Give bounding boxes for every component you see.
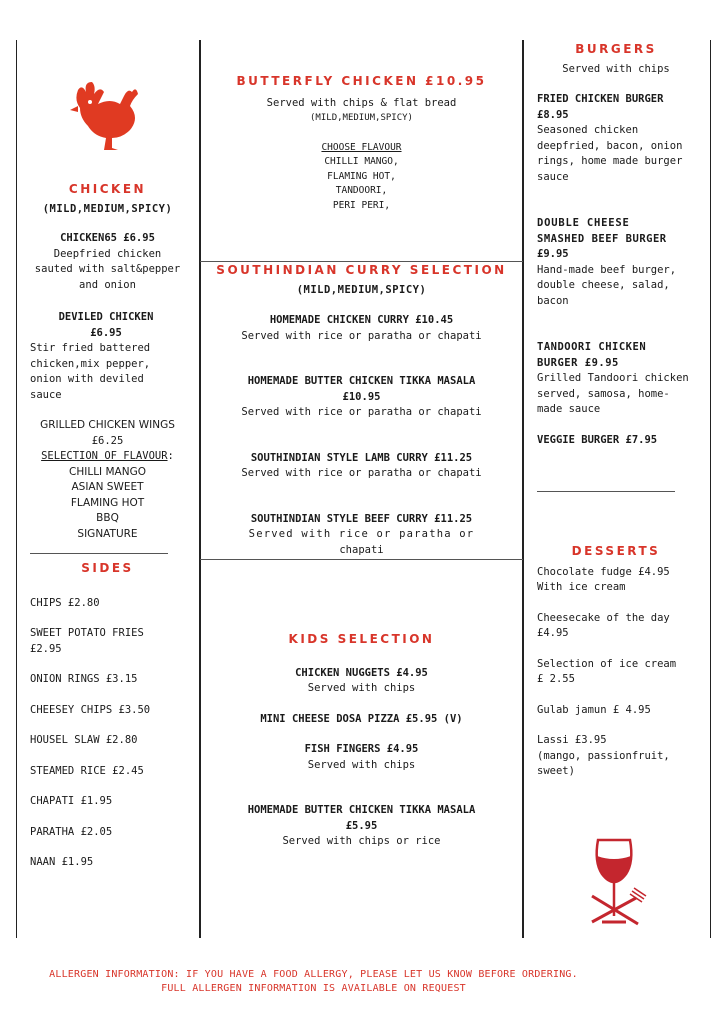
item-name: HOMEMADE BUTTER CHICKEN TIKKA MASALA (247, 804, 476, 816)
item-name: CHICKEN65 £6.95 (60, 232, 155, 244)
burger-item (537, 433, 707, 449)
dessert-item (537, 565, 707, 596)
curry-section (201, 263, 522, 558)
item-desc: Served with chips (307, 758, 416, 771)
allergen-line-2: FULL ALLERGEN INFORMATION IS AVAILABLE ON REQUEST (161, 983, 466, 994)
right-border-line (710, 40, 711, 938)
butterfly-section (201, 74, 522, 213)
item-name: HOMEMADE CHICKEN CURRY £10.45 (269, 314, 454, 326)
curry-item (201, 451, 522, 482)
flavour-label: SELECTION OF FLAVOUR (41, 450, 168, 462)
divider-sides-top (30, 553, 168, 554)
side-item: CHEESEY CHIPS £3.50 (30, 703, 151, 716)
side-item: STEAMED RICE £2.45 (30, 764, 144, 777)
side-item: CHIPS £2.80 (30, 596, 100, 609)
butterfly-title: BUTTERFLY CHICKEN £10.95 (236, 74, 487, 88)
flavour-option: TANDOORI, (335, 185, 388, 196)
item-name: BURGER £9.95 (537, 356, 619, 369)
item-name: DEVILED CHICKEN (58, 311, 154, 323)
side-item: PARATHA £2.05 (30, 825, 113, 838)
item-desc: made sauce (537, 403, 601, 415)
kids-item (201, 666, 522, 697)
item-name: Gulab jamun £ 4.95 (537, 703, 651, 716)
item-desc: Grilled Tandoori chicken (537, 372, 689, 384)
side-item: £2.95 (30, 642, 62, 655)
choose-flavour-label: CHOOSE FLAVOUR (321, 141, 402, 153)
flavour-option: ASIAN SWEET (71, 481, 144, 493)
item-name: SOUTHINDIAN STYLE BEEF CURRY £11.25 (250, 512, 473, 525)
item-name: SOUTHINDIAN STYLE LAMB CURRY £11.25 (250, 451, 473, 464)
item-name: TANDOORI CHICKEN (537, 341, 647, 353)
curry-item (201, 512, 522, 559)
item-name: FISH FINGERS £4.95 (304, 743, 419, 755)
kids-item (201, 803, 522, 850)
item-price: £10.95 (342, 390, 381, 403)
side-item: ONION RINGS £3.15 (30, 673, 138, 685)
flavour-option: CHILLI MANGO (69, 465, 146, 478)
item-desc: chapati (339, 543, 384, 556)
item-desc: Served with rice or paratha or chapati (241, 467, 482, 479)
chicken-section (20, 182, 195, 308)
burger-item (537, 216, 707, 309)
flavour-option: SIGNATURE (77, 527, 138, 540)
item-price: £ 2.55 (537, 673, 575, 685)
chicken-title: CHICKEN (68, 182, 147, 196)
item-price: £6.25 (91, 434, 124, 447)
curry-item (201, 374, 522, 421)
chicken-subtitle: (MILD,MEDIUM,SPICY) (42, 202, 173, 215)
item-desc: sauce (537, 170, 569, 183)
menu-item-deviled-chicken (30, 310, 195, 403)
item-desc: Seasoned chicken (537, 124, 639, 136)
flavour-option: FLAMING HOT, (327, 170, 396, 182)
burger-item (537, 340, 707, 418)
item-price: £8.95 (537, 108, 569, 121)
left-border-line (16, 40, 17, 938)
kids-section (201, 632, 522, 850)
item-name: FRIED CHICKEN BURGER (537, 93, 664, 105)
item-desc: bacon (537, 294, 569, 307)
item-name: CHICKEN NUGGETS £4.95 (295, 666, 428, 679)
item-desc: Served with rice or paratha or chapati (241, 329, 482, 342)
item-desc: Deepfried chicken (53, 247, 162, 260)
flavour-option: BBQ (96, 512, 119, 524)
menu-item-chicken65 (20, 231, 195, 293)
curry-title: SOUTHINDIAN CURRY SELECTION (216, 263, 507, 277)
desserts-title: DESSERTS (571, 544, 661, 558)
menu-item-chicken-wings (20, 418, 195, 542)
item-name: Cheesecake of the day (537, 611, 670, 624)
item-desc: onion with deviled (30, 373, 144, 385)
item-desc: Served with chips (307, 682, 416, 694)
item-name: Lassi £3.95 (537, 734, 607, 746)
kids-item (201, 712, 522, 728)
item-desc: Served with rice or paratha or (248, 528, 475, 540)
item-price: £4.95 (537, 627, 569, 639)
item-name: VEGGIE BURGER £7.95 (537, 433, 658, 446)
side-item: SWEET POTATO FRIES (30, 627, 144, 639)
flavour-colon: : (167, 450, 174, 462)
item-desc: served, samosa, home- (537, 387, 670, 400)
side-item: CHAPATI £1.95 (30, 795, 113, 807)
rooster-logo (70, 78, 142, 154)
item-desc: double cheese, salad, (537, 279, 670, 291)
divider-kids-top (200, 559, 523, 560)
kids-item (201, 742, 522, 773)
kids-title: KIDS SELECTION (288, 632, 435, 646)
desserts-section (537, 544, 707, 780)
divider-burgers-end (537, 491, 675, 492)
item-price: £5.95 (345, 819, 378, 832)
item-price: £9.95 (537, 248, 569, 260)
item-name: SMASHED BEEF BURGER (537, 232, 667, 245)
burgers-subtitle: Served with chips (562, 62, 670, 75)
item-desc: With ice cream (537, 581, 626, 593)
wine-glass-icon (584, 836, 650, 928)
item-desc: sauted with salt&pepper (34, 263, 181, 275)
dessert-item (537, 657, 707, 688)
sides-title: SIDES (81, 561, 134, 575)
item-desc: Served with rice or paratha or chapati (241, 406, 482, 418)
item-price: £6.95 (90, 326, 122, 339)
burgers-section (537, 42, 707, 448)
dessert-item (537, 733, 707, 780)
flavour-option: PERI PERI, (332, 199, 391, 211)
item-name: Selection of ice cream (537, 657, 677, 670)
allergen-line-1: ALLERGEN INFORMATION: IF YOU HAVE A FOOD ALLERGY, PLEASE LET US KNOW BEFORE ORDERING. (49, 969, 578, 980)
burgers-title: BURGERS (575, 42, 657, 56)
side-item: HOUSEL SLAW £2.80 (30, 734, 138, 746)
item-desc: deepfried, bacon, onion (537, 139, 683, 152)
rooster-icon (70, 78, 142, 154)
item-name: Chocolate fudge £4.95 (537, 565, 670, 578)
item-name: MINI CHEESE DOSA PIZZA £5.95 (V) (260, 712, 463, 725)
item-name: DOUBLE CHEESE (537, 217, 630, 229)
flavour-option: FLAMING HOT (70, 496, 145, 509)
divider-line-2 (522, 40, 524, 938)
wine-cutlery-logo (584, 836, 650, 928)
curry-item (201, 313, 522, 344)
sides-section (30, 561, 195, 871)
butterfly-spice: (MILD,MEDIUM,SPICY) (310, 113, 413, 123)
burger-item (537, 92, 707, 185)
item-desc: and onion (79, 278, 136, 291)
butterfly-served: Served with chips & flat bread (266, 96, 457, 109)
item-desc: chicken,mix pepper, (30, 357, 151, 370)
item-name: HOMEMADE BUTTER CHICKEN TIKKA MASALA (247, 375, 476, 387)
flavour-option: CHILLI MANGO, (324, 156, 399, 167)
item-desc: Hand-made beef burger, (537, 263, 677, 276)
side-item: NAAN £1.95 (30, 856, 94, 868)
item-desc: Served with chips or rice (282, 835, 441, 847)
dessert-item (537, 611, 707, 642)
item-desc: rings, home made burger (537, 155, 683, 167)
curry-subtitle: (MILD,MEDIUM,SPICY) (296, 283, 427, 296)
item-desc: sauce (30, 388, 62, 401)
item-desc: Stir fried battered (30, 342, 151, 354)
divider-curry-top (200, 261, 523, 262)
dessert-item (537, 703, 707, 719)
item-desc: sweet) (537, 765, 575, 777)
item-desc: (mango, passionfruit, (537, 749, 670, 762)
item-name: GRILLED CHICKEN WINGS (40, 419, 175, 431)
